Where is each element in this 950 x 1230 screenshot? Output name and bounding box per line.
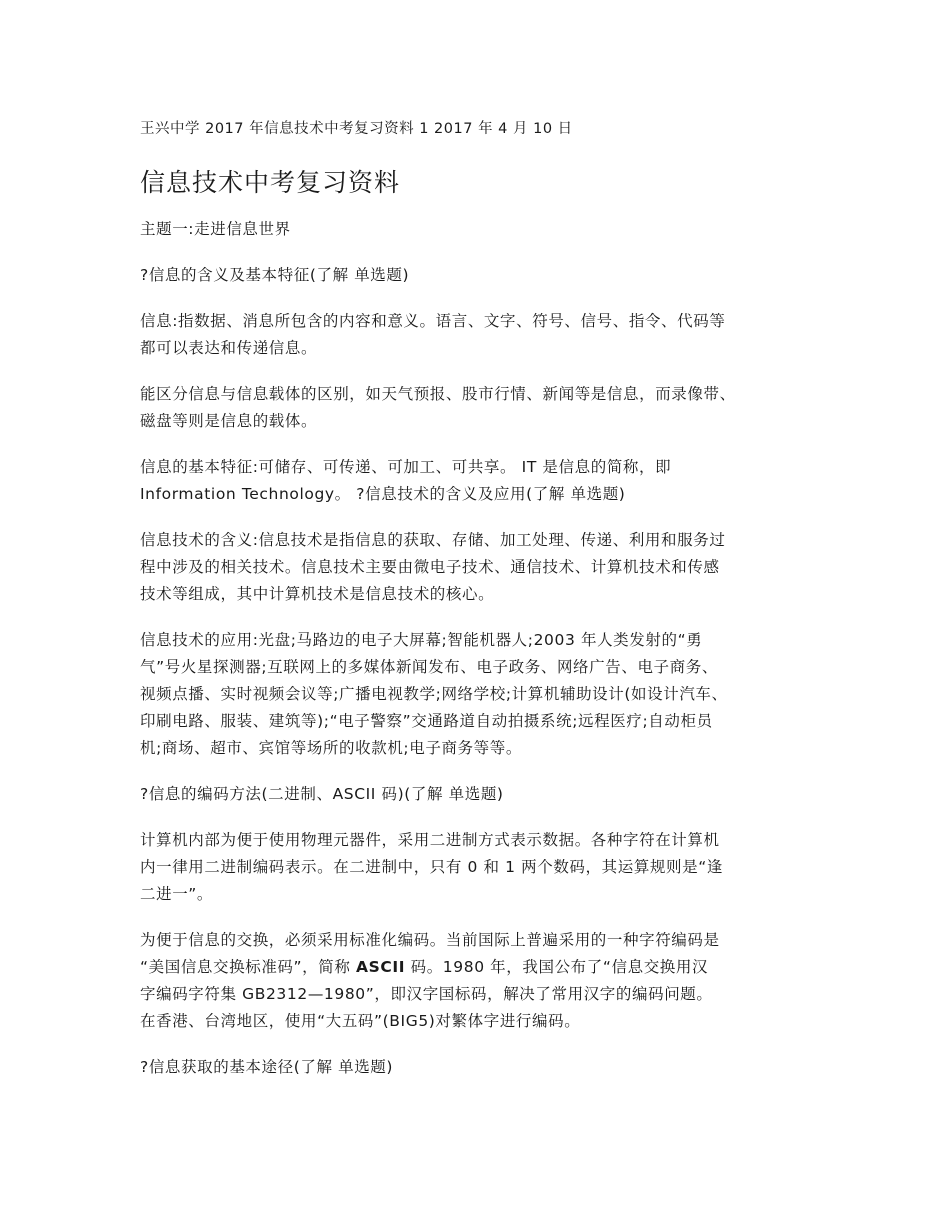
section-heading-info-acquisition: ?信息获取的基本途径(了解 单选题) — [140, 1058, 394, 1076]
ascii-term: ASCII — [356, 958, 406, 976]
paragraph-it-meaning: 信息技术的含义:信息技术是指信息的获取、存储、加工处理、传递、利用和服务过 程中涉及的相关技术。信息技术主要由微电子技术、通信技术、计算机技术和传感 技术等组成，其中计算机技术是信息技术的核心。 — [140, 531, 726, 603]
section-heading-info-meaning: ?信息的含义及基本特征(了解 单选题) — [140, 266, 410, 284]
paragraph-info-carrier: 能区分信息与信息载体的区别，如天气预报、股市行情、新闻等是信息，而录像带、 磁盘等则是信息的载体。 — [140, 385, 736, 430]
paragraph-info-definition: 信息:指数据、消息所包含的内容和意义。语言、文字、符号、信号、指令、代码等 都可以表达和传递信息。 — [140, 312, 726, 357]
paragraph-info-features: 信息的基本特征:可储存、可传递、可加工、可共享。 IT 是信息的简称，即 Information Technology。 ?信息技术的含义及应用(了解 单选题) — [140, 458, 672, 503]
paragraph-standard-encoding: 为便于信息的交换，必须采用标准化编码。当前国际上普遍采用的一种字符编码是 “美国信息交换标准码”，简称 ASCII 码。1980 年，我国公布了“信息交换用汉 字编码字符集 GB2312—1980”，即汉字国标码，解决了常用汉字的编码问题。 在香港、台湾地区，使用“大五码”(BIG5)对繁体字进行编码。 — [140, 931, 720, 1030]
section-heading-encoding: ?信息的编码方法(二进制、ASCII 码)(了解 单选题) — [140, 785, 504, 803]
paragraph-it-applications: 信息技术的应用:光盘;马路边的电子大屏幕;智能机器人;2003 年人类发射的“勇 气”号火星探测器;互联网上的多媒体新闻发布、电子政务、网络广告、电子商务、 视频点播、实时视频会议等;广播电视教学;网络学校;计算机辅助设计(如设计汽车、 印刷电路、服装、建筑等);“电子警察”交通路道自动拍摄系统;远程医疗;自动柜员 机;商场、超市、宾馆等场所的收款机;电子商务等等。 — [140, 631, 728, 757]
document-title: 信息技术中考复习资料 — [140, 168, 401, 197]
document-header: 王兴中学 2017 年信息技术中考复习资料 1 2017 年 4 月 10 日 — [140, 121, 573, 137]
topic-heading: 主题一:走进信息世界 — [140, 220, 291, 238]
paragraph-binary: 计算机内部为便于使用物理元器件，采用二进制方式表示数据。各种字符在计算机 内一律用二进制编码表示。在二进制中，只有 0 和 1 两个数码，其运算规则是“逢 二进一”。 — [140, 831, 723, 903]
